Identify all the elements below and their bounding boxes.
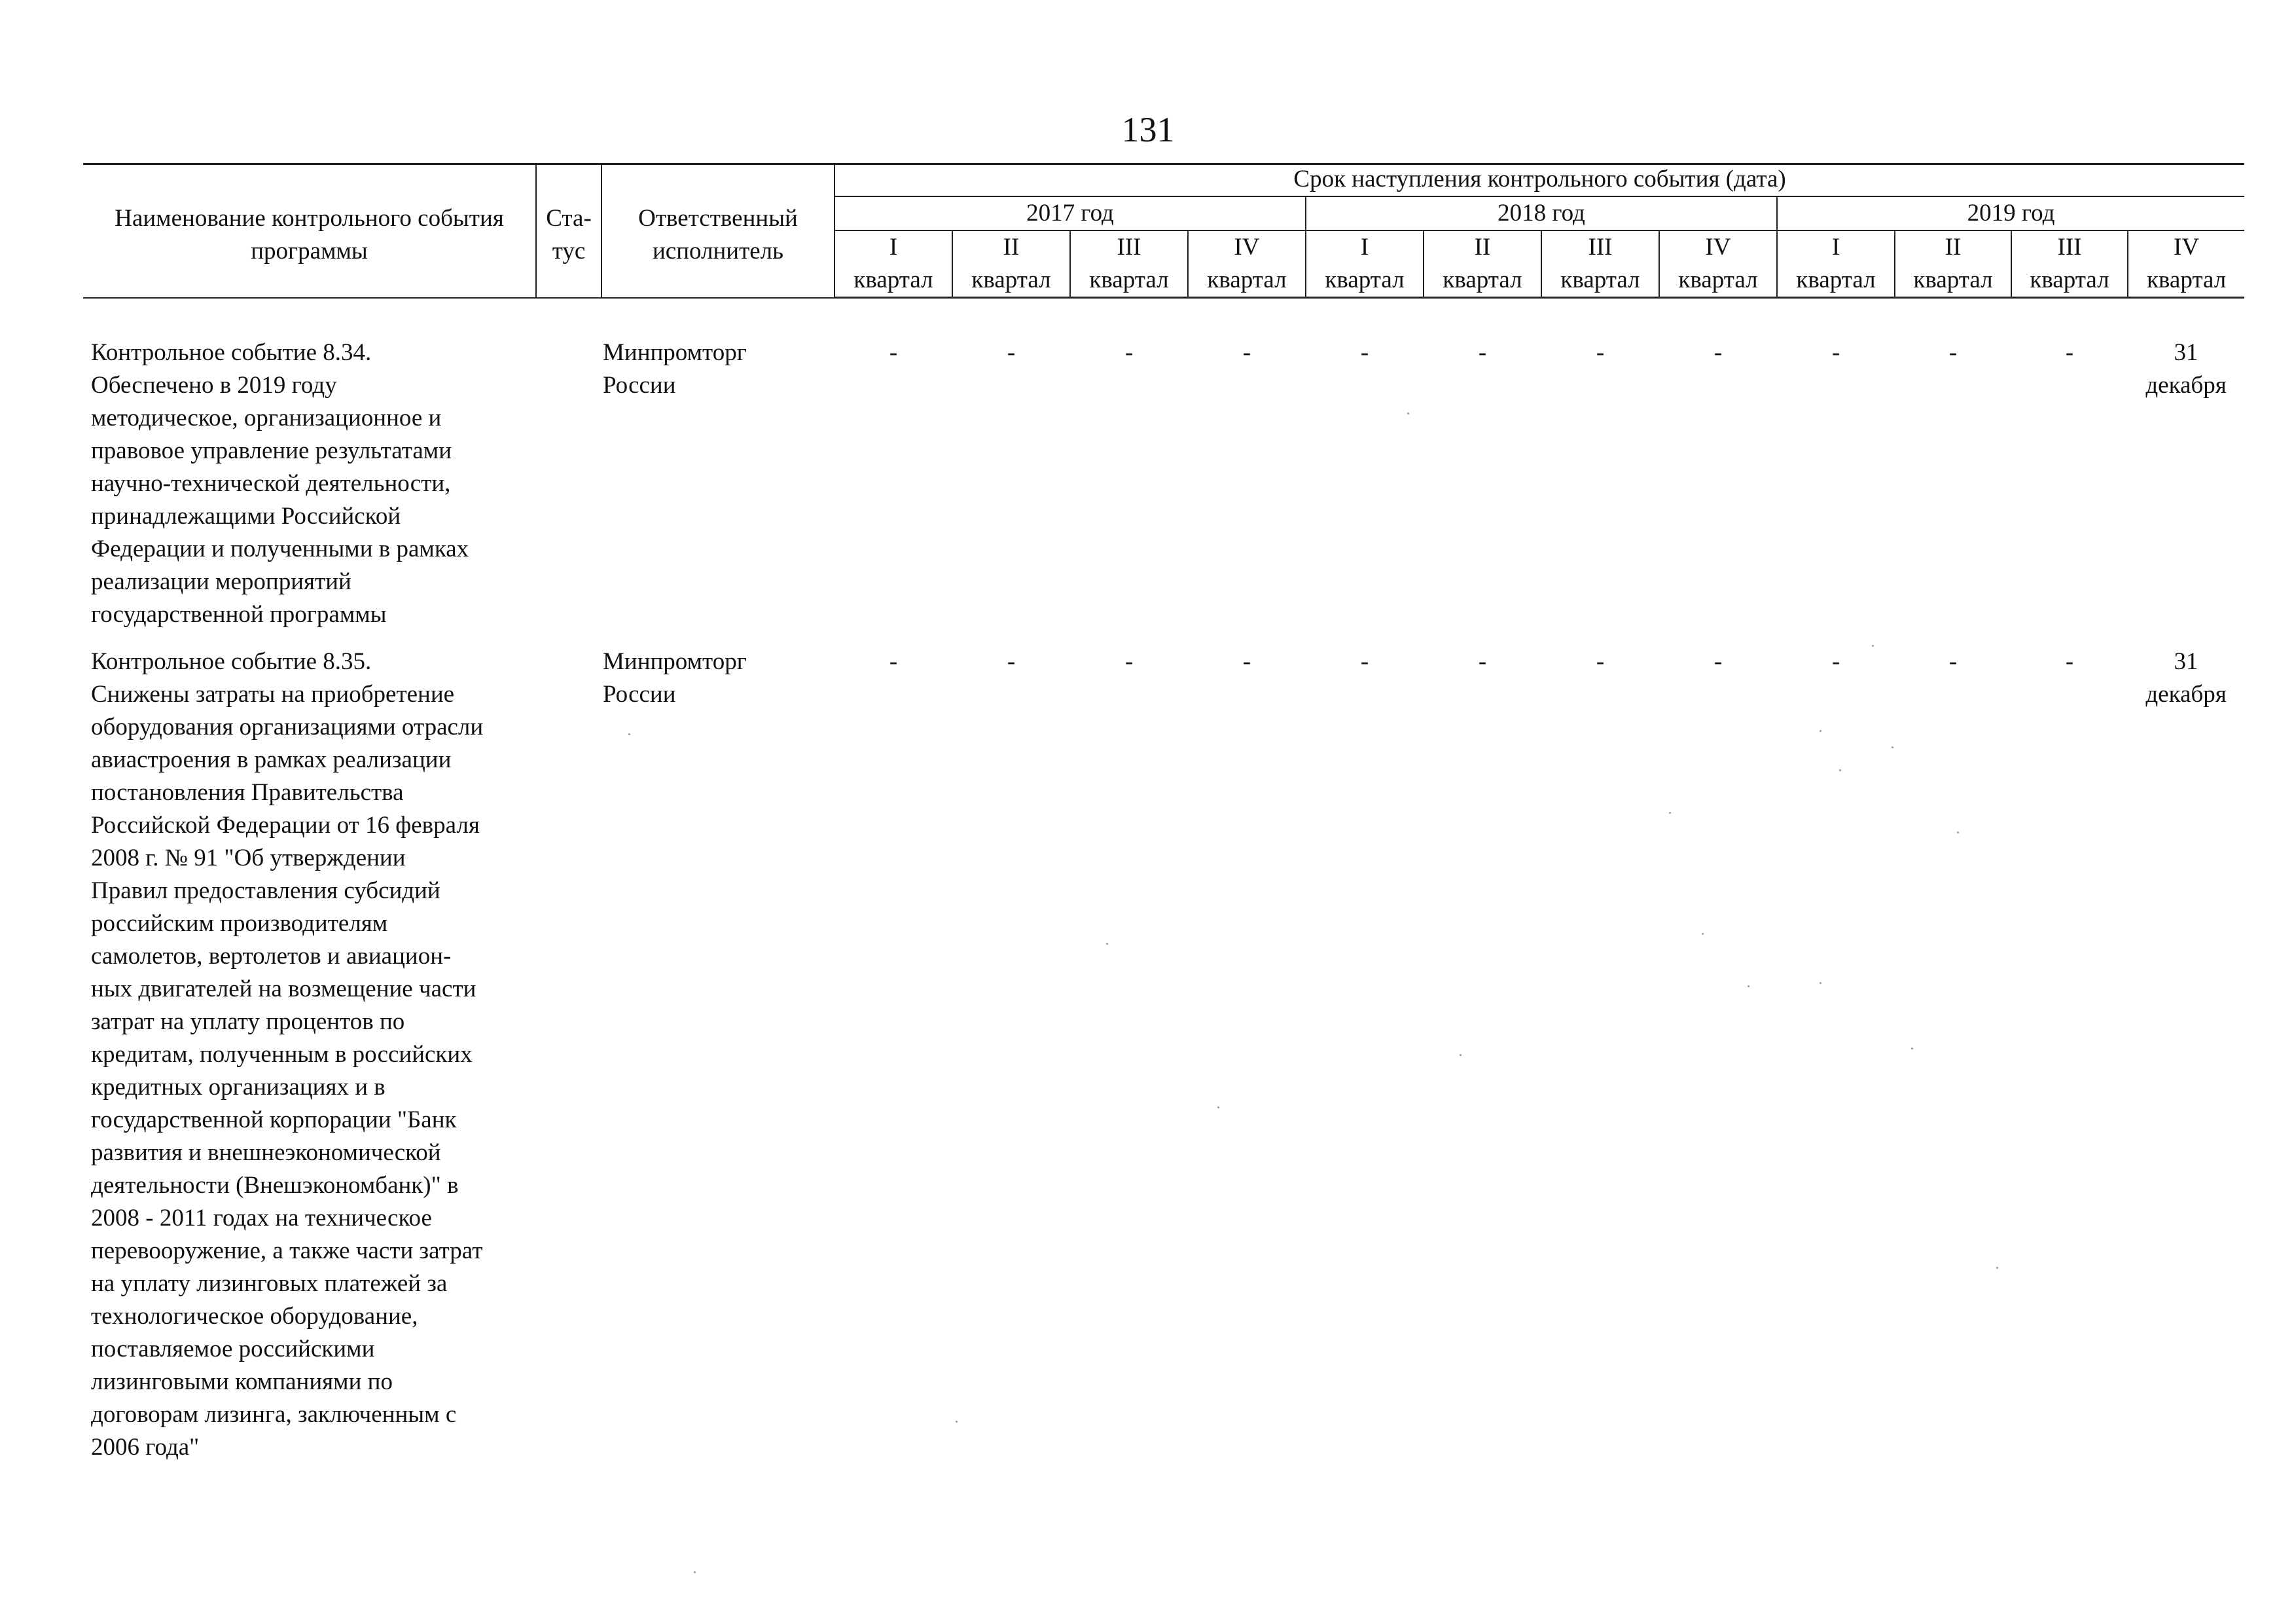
scan-speck — [1957, 831, 1959, 833]
quarter-cell — [834, 646, 952, 1478]
event-name-line: государственной корпорации "Банк — [91, 1106, 457, 1133]
header-quarter-numeral: III — [1070, 230, 1188, 264]
header-quarter-numeral: II — [1424, 230, 1541, 264]
responsible-line: России — [603, 681, 676, 708]
page-number: 131 — [1121, 110, 1175, 149]
event-name-line: поставляемое российскими — [91, 1336, 375, 1362]
event-name-line: российским производителям — [91, 910, 388, 937]
header-year-2017: 2017 год — [834, 196, 1306, 230]
deadline-line: 31 — [2174, 339, 2198, 366]
scan-speck — [1217, 1106, 1219, 1108]
quarter-dash: - — [1360, 648, 1369, 675]
event-name-line: Правил предоставления субсидий — [91, 877, 440, 904]
deadline-line: 31 — [2174, 648, 2198, 675]
quarter-dash: - — [1124, 339, 1134, 366]
scan-speck — [1820, 982, 1821, 984]
scan-speck — [1820, 730, 1821, 732]
quarter-dash: - — [889, 339, 898, 366]
header-quarter-word: квартал — [1541, 264, 1659, 298]
scan-speck — [1669, 812, 1671, 814]
event-name-line: лизинговыми компаниями по — [91, 1368, 393, 1395]
quarter-cell — [1070, 337, 1188, 646]
quarter-dash: - — [1831, 339, 1840, 366]
event-name-line: самолетов, вертолетов и авиацион- — [91, 943, 452, 970]
quarter-dash: - — [2065, 648, 2074, 675]
header-quarter-numeral: IV — [1659, 230, 1777, 264]
header-status-line1: Ста- — [546, 205, 592, 232]
table-header — [83, 163, 2244, 298]
header-quarter-word: квартал — [1895, 264, 2011, 298]
quarter-cell — [834, 337, 952, 646]
header-quarter-word: квартал — [1070, 264, 1188, 298]
header-responsible: Ответственный исполнитель — [601, 163, 834, 298]
event-name-line: деятельности (Внешэкономбанк)" в — [91, 1172, 459, 1199]
scan-speck — [956, 1421, 958, 1423]
header-quarter-numeral: I — [1777, 230, 1895, 264]
event-name-line: постановления Правительства — [91, 779, 404, 806]
quarter-dash: - — [1948, 339, 1958, 366]
header-quarter-numeral: IV — [2128, 230, 2244, 264]
quarter-cell — [952, 337, 1070, 646]
event-name-line: Снижены затраты на приобретение — [91, 681, 455, 708]
quarter-cell — [1306, 337, 1424, 646]
scan-speck — [1911, 1048, 1913, 1049]
table-body — [83, 298, 2244, 1479]
header-year-2018: 2018 год — [1306, 196, 1777, 230]
quarter-cell — [1541, 646, 1659, 1478]
event-name-cell — [83, 337, 536, 646]
event-name-line: Федерации и полученными в рамках — [91, 536, 469, 562]
scan-speck — [1106, 943, 1108, 945]
event-name-line: научно-технической деятельности, — [91, 470, 451, 497]
quarter-dash: - — [1596, 648, 1605, 675]
event-name-line: Контрольное событие 8.35. — [91, 648, 372, 675]
event-name-line: 2006 года" — [91, 1434, 200, 1461]
event-name-line: перевооружение, а также части затрат — [91, 1237, 483, 1264]
control-events-table — [83, 163, 2244, 1478]
event-responsible-cell — [601, 337, 834, 646]
header-quarter-numeral: IV — [1188, 230, 1306, 264]
scan-speck — [1748, 985, 1749, 987]
event-name-line: Контрольное событие 8.34. — [91, 339, 372, 366]
quarter-cell — [1070, 646, 1188, 1478]
quarter-cell — [1306, 646, 1424, 1478]
header-status-line2: тус — [552, 238, 586, 264]
header-quarter-word: квартал — [1188, 264, 1306, 298]
event-status-cell — [536, 337, 601, 646]
quarter-dash: - — [2065, 339, 2074, 366]
header-deadline-group: Срок наступления контрольного события (дата) — [834, 163, 2244, 196]
quarter-cell — [1895, 646, 2011, 1478]
header-quarter-numeral: II — [952, 230, 1070, 264]
header-quarter-word: квартал — [1659, 264, 1777, 298]
event-name-line: договорам лизинга, заключенным с — [91, 1401, 457, 1428]
scan-speck — [1839, 769, 1841, 771]
header-quarter-numeral: I — [1306, 230, 1424, 264]
header-quarter-numeral: II — [1895, 230, 2011, 264]
quarter-cell — [1188, 646, 1306, 1478]
quarter-dash: - — [1007, 648, 1016, 675]
header-quarter-numeral: I — [834, 230, 952, 264]
quarter-cell — [2011, 337, 2128, 646]
event-name-line: государственной программы — [91, 601, 387, 628]
quarter-cell — [1777, 337, 1895, 646]
quarter-dash: - — [1478, 648, 1487, 675]
event-name-line: Обеспечено в 2019 году — [91, 372, 337, 399]
header-quarter-numeral: III — [1541, 230, 1659, 264]
quarter-cell — [1424, 337, 1541, 646]
deadline-line: декабря — [2145, 681, 2227, 708]
quarter-dash: - — [1713, 339, 1723, 366]
quarter-cell — [1895, 337, 2011, 646]
table-row — [83, 337, 2244, 646]
quarter-dash: - — [1596, 339, 1605, 366]
quarter-dash: - — [1831, 648, 1840, 675]
event-status-cell — [536, 646, 601, 1478]
scan-speck — [1872, 645, 1874, 647]
event-name-line: кредитных организациях и в — [91, 1074, 386, 1101]
scan-speck — [1996, 1267, 1998, 1269]
quarter-cell — [952, 646, 1070, 1478]
event-name-line: реализации мероприятий — [91, 568, 351, 595]
responsible-line: Минпромторг — [603, 339, 747, 366]
header-quarter-word: квартал — [2011, 264, 2128, 298]
event-name-line: 2008 г. № 91 "Об утверждении — [91, 845, 406, 871]
quarter-dash: - — [1007, 339, 1016, 366]
responsible-line: Минпромторг — [603, 648, 747, 675]
scan-speck — [694, 1571, 696, 1573]
scan-speck — [1407, 412, 1409, 414]
scan-speck — [628, 733, 630, 735]
quarter-cell — [1188, 337, 1306, 646]
quarter-deadline-cell — [2128, 646, 2244, 1478]
scan-speck — [1892, 746, 1893, 748]
event-name-line: развития и внешнеэкономической — [91, 1139, 441, 1166]
quarter-dash: - — [1713, 648, 1723, 675]
header-quarter-word: квартал — [834, 264, 952, 298]
event-name-line: затрат на уплату процентов по — [91, 1008, 405, 1035]
event-name-line: оборудования организациями отрасли — [91, 714, 484, 740]
header-quarter-word: квартал — [2128, 264, 2244, 298]
quarter-dash: - — [1948, 648, 1958, 675]
deadline-line: декабря — [2145, 372, 2227, 399]
quarter-cell — [1424, 646, 1541, 1478]
event-name-line: 2008 - 2011 годах на техническое — [91, 1205, 432, 1231]
event-responsible-cell — [601, 646, 834, 1478]
quarter-cell — [1659, 337, 1777, 646]
quarter-dash: - — [1360, 339, 1369, 366]
table-row — [83, 646, 2244, 1478]
header-event-name: Наименование контрольного события программы — [83, 163, 536, 298]
header-status — [536, 163, 601, 298]
event-name-line: методическое, организационное и — [91, 405, 442, 431]
event-name-line: технологическое оборудование, — [91, 1303, 418, 1330]
event-name-line: авиастроения в рамках реализации — [91, 746, 452, 773]
responsible-line: России — [603, 372, 676, 399]
quarter-dash: - — [1124, 648, 1134, 675]
event-name-line: принадлежащими Российской — [91, 503, 401, 530]
quarter-dash: - — [1242, 648, 1251, 675]
quarter-cell — [1659, 646, 1777, 1478]
event-name-line: правовое управление результатами — [91, 437, 452, 464]
header-quarter-numeral: III — [2011, 230, 2128, 264]
event-name-line: ных двигателей на возмещение части — [91, 976, 476, 1002]
header-quarter-word: квартал — [1306, 264, 1424, 298]
header-year-2019: 2019 год — [1777, 196, 2244, 230]
scan-speck — [1702, 933, 1704, 935]
quarter-cell — [2011, 646, 2128, 1478]
header-quarter-word: квартал — [952, 264, 1070, 298]
quarter-dash: - — [889, 648, 898, 675]
quarter-dash: - — [1242, 339, 1251, 366]
scan-speck — [1460, 1054, 1462, 1056]
event-name-line: на уплату лизинговых платежей за — [91, 1270, 448, 1297]
quarter-deadline-cell — [2128, 337, 2244, 646]
header-quarter-word: квартал — [1777, 264, 1895, 298]
quarter-dash: - — [1478, 339, 1487, 366]
event-name-line: кредитам, полученным в российских — [91, 1041, 473, 1068]
quarter-cell — [1541, 337, 1659, 646]
event-name-cell — [83, 646, 536, 1478]
header-quarter-word: квартал — [1424, 264, 1541, 298]
event-name-line: Российской Федерации от 16 февраля — [91, 812, 480, 839]
quarter-cell — [1777, 646, 1895, 1478]
